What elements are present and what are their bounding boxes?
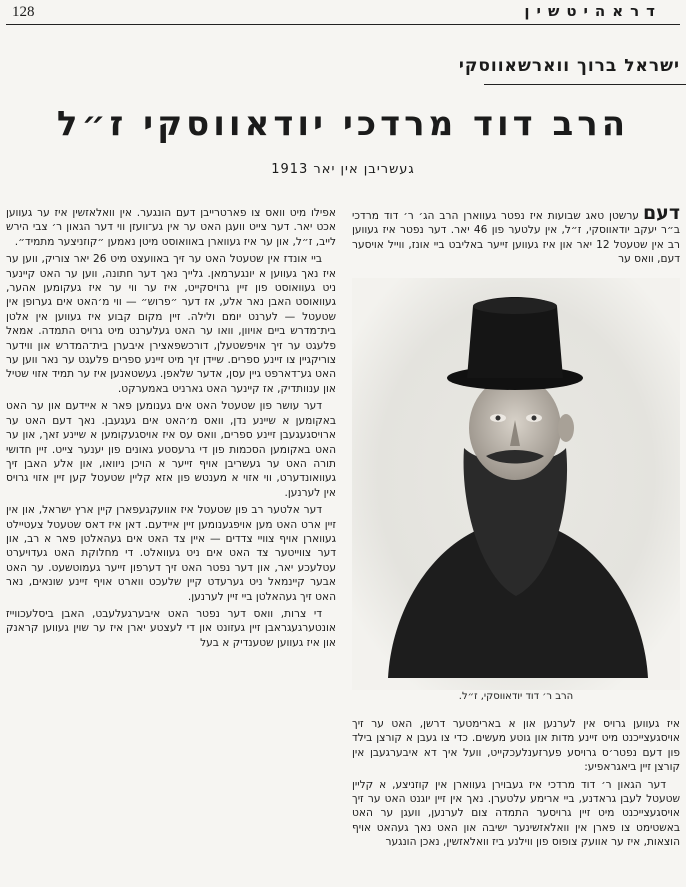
paragraph: די צרות, וואס דער נפטר האט איבערגעלעבט, האבן ביסלעכווייז אונטערגעגראבן זיין געזונט און די לעצטע יארן איז ער שוין געווען קראנק און איז געווען שטענדיק א בעל [6,607,336,649]
author-rule [484,84,686,85]
paragraph: דער אלטער רב פון שטעטל איז אוועקגעפארן קיין ארץ ישראל, און אין זיין ארט האט מען אויפגענומען זיין איידעם. דאן איז דאס שטעטל צעטיילט געווארן אויף צוויי צדדים — איין צד האט אים געהאלטן פאר א רב, און דער צווייטער צד האט אים ניט געוואלט. די מחלוקת האט געדויערט עטלעכע יאר, און דער נפטר האט זיך דערפון זייער געמוטשעט. ער האט אבער קיינמאל ניט גערעדט קיין שלעכט ווארט אויף זיינע שונאים, נאר האט זיך געהאלטן ביי זיין לערנען. [6,504,336,603]
drop-word: דעם [642,206,680,224]
paragraph: איז געווען גרויס אין לערנען און א בארימטער דרשן, האט ער זיך אויסגעצייכנט מיט זיינע מדות און גוטע מעשים. כדי צו געבן א קורצן בילד פון דעם נפטר׳ס גרויסע פערזענלעכקייט, וועל איך דא איבערגעבן אין קורצן זיין ביאגראפיע: [352,718,680,774]
portrait-illustration [352,278,680,690]
opening-paragraph [352,206,680,267]
page-number: 128 [12,4,35,20]
article-title: הרב דוד מרדכי יודאווסקי ז״ל [56,104,630,144]
header-rule [6,24,680,25]
running-head [0,0,686,28]
paragraph: אפילו מיט וואס צו פארטרייבן דעם הונגער. אין וואלאזשין איז ער געווען אכט יאר. דער צייט וועגן האט ער אין גע־וועזן ווי דער הגאון ר׳ צבי הירש לייב, ז״ל, און ער איז געווארן באוואוסט מיטן נאמען ״קוזניצער מתמיד״. [6,207,336,248]
left-column [6,206,336,882]
paragraph: דער הגאון ר׳ דוד מרדכי איז געבוירן געווארן אין קוזניצע, א קליין שטעטל לעבן גראדנע, ביי ארימע עלטערן. נאך אין זיין יוגנט האט ער זיך אויסגעצייכנט מיט זיין גרויסער התמדה צום לערנען, וועגן ער האט באשטימט צו פארן אין וואלאזשינער ישיבה און האט נאך געהאט אויף הוצאות, איז ער אוועק צופוס פון ווילנע ביז וואלאזשין, נאכן הונגער [352,778,680,849]
portrait-caption: הרב ר׳ דוד יודאווסקי, ז״ל. [458,691,574,702]
author-name: ישראל ברוך ווארשאווסקי [458,56,680,76]
paragraph: ביי אונדז אין שטעטל האט ער זיך באוועצט מיט 26 יאר צוריק, ווען ער איז נאך געווען א יונגערמאן. גלייך נאך דער חתונה, ווען ער האט קיינער ניט געוואוסט פון זיין גרויסקייט, איז ער ווי ער איז געקומען אהער, געוואוסט האבן נאר אלע, אז דער ״פרוש״ — ווי מ׳האט אים גערופן אין שטעטל — לערנט יומם ולילה. זיין מקום קבוע איז געווען אין אלטן בית־מדרש ביים אויוון, וואו ער האט געלערנט מיט גרויס התמדה. אמאל פלעגט ער זיך אויפשטעלן, דורכשפאצירן איבערן בית־המדרש און ווידער צוריקגיין צו זיינע ספרים. שיידן זיך מיט זיינע ספרים פלעגט ער נאר ווען ער האט גע־דארפט גיין עסן, אדער שלאפן. געשטאנען איז ער תמיד אזוי שטיל און ענוותדיק, אז קיינער האט גארניט באמערקט. [6,253,336,395]
right-column-bottom [352,717,680,882]
portrait-photo [352,278,680,690]
opening-text: ערשטן טאג שבועות איז נפטר געווארן הרב הג׳ ר׳ דוד מרדכי ב״ר יעקב יודאווסקי, ז״ל, אין עלטער פון 46 יאר. דער נפטר איז געווען רב אין שטעטל 12 יאר און איז געווען זייער באליבט ביי אונז, ווייל אויסער דעם, וואס ער [352,210,680,266]
paragraph: דער עושר פון שטעטל האט אים גענומען פאר א איידעם און ער האט באקומען א שיינע נדן, וואס מ׳האט אים געגעבן. נאך דעם האט ער ארויסגעגעבן זיינע ספרים, וואס עס איז אויסגעקומען א שיינע זאך, און ער האט באקומען הסכמות פון די גרעסטע גאונים פון יענער צייט. זיין חדושי תורה האט ער געשריבן אויף זייער א הויכן ניוואו, און אלע האבן זיך געוואונדערט, ווי אזוי א מענטש פון אזא קליין שטעטל קען זיין אזוי גרויס אין לערנען. [6,400,336,499]
article-subtitle: געשריבן אין יאר 1913 [271,162,415,177]
journal-title: דראהיטשין [524,2,662,20]
right-column-top [352,206,680,276]
